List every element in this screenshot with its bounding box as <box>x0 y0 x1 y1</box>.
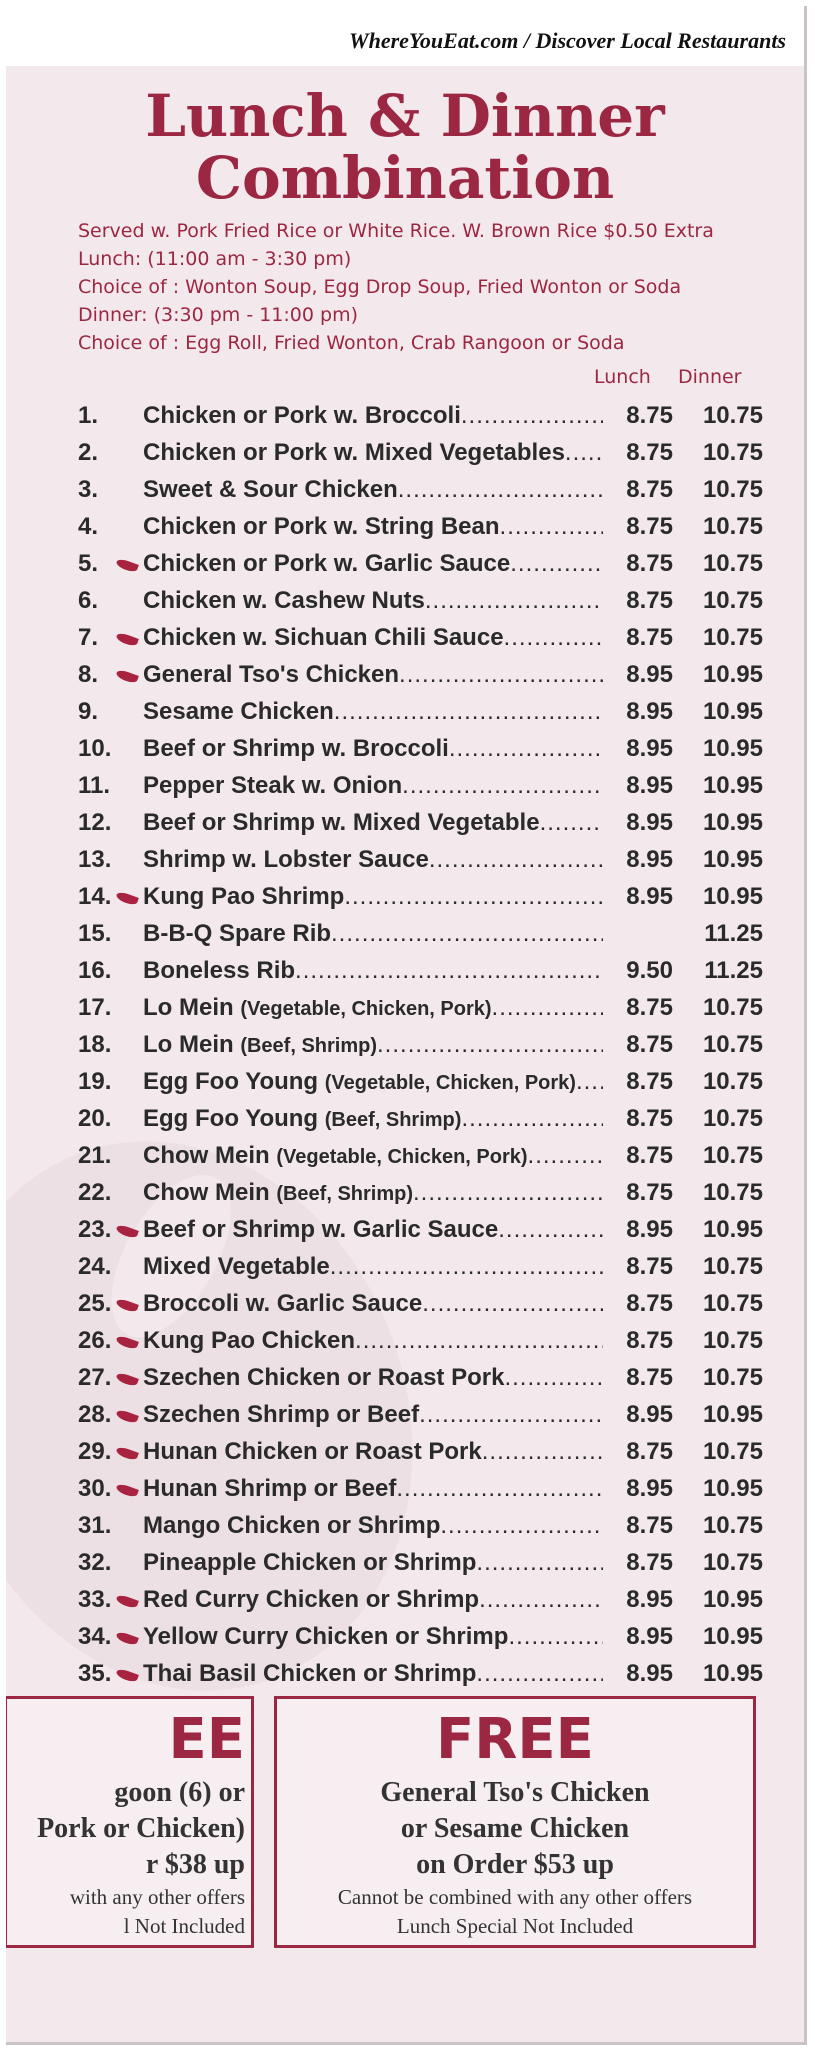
dinner-price: 10.75 <box>702 1549 763 1576</box>
coupon-left-line: goon (6) or <box>114 1777 245 1808</box>
menu-item-name: Yellow Curry Chicken or Shrimp <box>143 1623 509 1650</box>
menu-item-name-wrap <box>143 476 603 504</box>
menu-item-name: General Tso's Chicken <box>143 661 400 688</box>
menu-item-name: Shrimp w. Lobster Sauce <box>143 846 429 873</box>
menu-item-number: 3. <box>78 476 99 503</box>
menu-item <box>78 1179 763 1215</box>
site-title[interactable]: WhereYouEat.com / Discover Local Restaurants <box>349 28 786 53</box>
menu-item-name: Mixed Vegetable <box>143 1253 330 1280</box>
menu-item <box>78 1068 763 1104</box>
menu-item-number: 9. <box>78 698 99 725</box>
menu-item <box>78 1290 763 1326</box>
menu-item-name-wrap <box>143 587 603 615</box>
menu-item-name-wrap <box>143 550 603 578</box>
lunch-price: 8.95 <box>603 1623 673 1651</box>
coupon-right-heading: FREE <box>436 1707 594 1772</box>
menu-item <box>78 772 763 808</box>
menu-item-name: Chicken or Pork w. Mixed Vegetables <box>143 439 565 466</box>
menu-item-variant: (Vegetable, Chicken, Pork) <box>240 998 492 1020</box>
menu-item-number: 18. <box>78 1031 112 1058</box>
info-line: Dinner: (3:30 pm - 11:00 pm) <box>78 304 358 326</box>
dinner-price: 10.75 <box>702 550 763 577</box>
site-header <box>6 6 804 66</box>
dinner-price: 10.75 <box>702 1512 763 1539</box>
lunch-price: 8.75 <box>603 1031 673 1059</box>
dinner-price: 10.75 <box>702 402 763 429</box>
menu-item-name: Chicken or Pork w. String Bean <box>143 513 500 540</box>
dinner-price: 10.95 <box>702 1586 763 1613</box>
dinner-price: 10.95 <box>702 698 763 725</box>
menu-item-name-wrap <box>143 1475 603 1503</box>
menu-item <box>78 476 763 512</box>
dinner-price: 10.95 <box>702 883 763 910</box>
menu-item-name: Chicken w. Cashew Nuts <box>143 587 425 614</box>
menu-item-name-wrap <box>143 772 603 800</box>
lunch-price: 8.95 <box>603 661 673 689</box>
lunch-price: 8.75 <box>603 1179 673 1207</box>
dinner-price: 10.75 <box>702 1105 763 1132</box>
menu-item <box>78 957 763 993</box>
menu-item-number: 33. <box>78 1586 112 1613</box>
lunch-price: 8.95 <box>603 1586 673 1614</box>
menu-item-name: Lo Mein <box>143 994 234 1021</box>
menu-item-number: 23. <box>78 1216 112 1243</box>
menu-item-name: Egg Foo Young <box>143 1105 319 1132</box>
menu-item <box>78 1401 763 1437</box>
info-line: Lunch: (11:00 am - 3:30 pm) <box>78 248 352 270</box>
coupon-left-line: Pork or Chicken) <box>37 1813 245 1844</box>
menu-item-number: 28. <box>78 1401 112 1428</box>
menu-item <box>78 1031 763 1067</box>
menu-item-variant: (Beef, Shrimp) <box>240 1035 378 1057</box>
dinner-price: 10.75 <box>702 994 763 1021</box>
menu-item-name-wrap <box>143 624 603 652</box>
dinner-price: 10.75 <box>702 1327 763 1354</box>
lunch-price: 8.95 <box>603 809 673 837</box>
menu-item <box>78 1623 763 1659</box>
coupon-right-line: on Order $53 up <box>416 1849 614 1880</box>
menu-item-number: 21. <box>78 1142 112 1169</box>
menu-item-name-wrap <box>143 1660 603 1688</box>
menu-item-number: 13. <box>78 846 112 873</box>
menu-item-number: 22. <box>78 1179 112 1206</box>
menu-item-name: Kung Pao Chicken <box>143 1327 356 1354</box>
column-header-lunch: Lunch <box>594 366 651 388</box>
menu-item-number: 10. <box>78 735 112 762</box>
menu-item-name: Kung Pao Shrimp <box>143 883 345 910</box>
menu-item-number: 11. <box>78 772 111 799</box>
menu-item-name: Beef or Shrimp w. Garlic Sauce <box>143 1216 499 1243</box>
coupon-left-line: r $38 up <box>145 1849 245 1880</box>
lunch-price: 8.75 <box>603 476 673 504</box>
lunch-price: 8.75 <box>603 1512 673 1540</box>
lunch-price: 8.75 <box>603 994 673 1022</box>
menu-item-number: 25. <box>78 1290 112 1317</box>
menu-item-name-wrap <box>143 1142 603 1170</box>
menu-item-name: Mango Chicken or Shrimp <box>143 1512 441 1539</box>
lunch-price: 8.75 <box>603 1253 673 1281</box>
lunch-price: 8.75 <box>603 587 673 615</box>
menu-item-number: 16. <box>78 957 112 984</box>
menu-item <box>78 1660 763 1696</box>
dinner-price: 10.95 <box>702 1216 763 1243</box>
menu-item-number: 20. <box>78 1105 112 1132</box>
chili-pepper-icon <box>115 632 139 648</box>
chili-pepper-icon <box>115 558 139 574</box>
coupon-left-note: l Not Included <box>123 1914 245 1938</box>
lunch-price: 8.75 <box>603 550 673 578</box>
chili-pepper-icon <box>115 1409 139 1425</box>
lunch-price: 8.75 <box>603 1105 673 1133</box>
info-line: Choice of : Egg Roll, Fried Wonton, Crab Rangoon or Soda <box>78 332 625 354</box>
dinner-price: 10.75 <box>702 476 763 503</box>
menu-item-number: 6. <box>78 587 99 614</box>
menu-item-number: 35. <box>78 1660 112 1687</box>
menu-page <box>6 6 807 2045</box>
menu-item-number: 2. <box>78 439 99 466</box>
info-line: Served w. Pork Fried Rice or White Rice. W. Brown Rice $0.50 Extra <box>78 220 714 242</box>
dinner-price: 10.75 <box>702 1438 763 1465</box>
menu-item-variant: (Beef, Shrimp) <box>324 1109 462 1131</box>
menu-item-number: 4. <box>78 513 99 540</box>
dinner-price: 10.95 <box>702 1475 763 1502</box>
menu-item <box>78 1327 763 1363</box>
lunch-price: 8.95 <box>603 1216 673 1244</box>
menu-item-name: Chicken or Pork w. Garlic Sauce <box>143 550 511 577</box>
menu-item <box>78 1253 763 1289</box>
menu-item <box>78 1105 763 1141</box>
menu-item-variant: (Vegetable, Chicken, Pork) <box>276 1146 528 1168</box>
lunch-price: 8.75 <box>603 513 673 541</box>
menu-item-name: Chicken or Pork w. Broccoli <box>143 402 461 429</box>
coupon-right[interactable] <box>274 1696 756 1948</box>
menu-item-name: Hunan Shrimp or Beef <box>143 1475 397 1502</box>
menu-item-name-wrap <box>143 661 603 689</box>
menu-item <box>78 1216 763 1252</box>
menu-item-name-wrap <box>143 883 603 911</box>
menu-item-name-wrap <box>143 1216 603 1244</box>
dinner-price: 10.95 <box>702 846 763 873</box>
menu-item <box>78 439 763 475</box>
coupon-right-note: Cannot be combined with any other offers <box>337 1885 693 1909</box>
coupon-right-line: General Tso's Chicken <box>380 1777 650 1808</box>
menu-item-name: Chow Mein <box>143 1142 270 1169</box>
menu-item <box>78 624 763 660</box>
menu-item-number: 15. <box>78 920 112 947</box>
dinner-price: 10.75 <box>702 587 763 614</box>
menu-item-name-wrap <box>143 1068 603 1096</box>
menu-item-number: 30. <box>78 1475 112 1502</box>
menu-item-name: Beef or Shrimp w. Broccoli <box>143 735 449 762</box>
menu-item-name: Lo Mein <box>143 1031 234 1058</box>
dinner-price: 10.75 <box>702 1142 763 1169</box>
menu-item <box>78 402 763 438</box>
lunch-price: 8.95 <box>603 1475 673 1503</box>
menu-item-name: Egg Foo Young <box>143 1068 319 1095</box>
menu-item-name-wrap <box>143 1623 603 1651</box>
menu-item <box>78 846 763 882</box>
menu-item-number: 12. <box>78 809 112 836</box>
chili-pepper-icon <box>115 1631 139 1647</box>
menu-item <box>78 1364 763 1400</box>
lunch-price: 8.75 <box>603 402 673 430</box>
lunch-price: 8.75 <box>603 1327 673 1355</box>
chili-pepper-icon <box>115 1594 139 1610</box>
menu-item <box>78 513 763 549</box>
menu-item-name: Szechen Chicken or Roast Pork <box>143 1364 505 1391</box>
menu-item <box>78 883 763 919</box>
lunch-price: 8.95 <box>603 1401 673 1429</box>
menu-item-name-wrap <box>143 920 603 948</box>
dinner-price: 10.95 <box>702 1401 763 1428</box>
menu-item <box>78 1142 763 1178</box>
menu-item-name: Szechen Shrimp or Beef <box>143 1401 420 1428</box>
menu-item-name: Pepper Steak w. Onion <box>143 772 403 799</box>
info-line: Choice of : Wonton Soup, Egg Drop Soup, Fried Wonton or Soda <box>78 276 682 298</box>
menu-item <box>78 550 763 586</box>
menu-item-name: Red Curry Chicken or Shrimp <box>143 1586 480 1613</box>
coupon-left-heading: EE <box>168 1707 245 1772</box>
menu-item-name: Thai Basil Chicken or Shrimp <box>143 1660 477 1687</box>
lunch-price: 8.75 <box>603 439 673 467</box>
menu-item-number: 5. <box>78 550 99 577</box>
menu-item-name-wrap <box>143 1364 603 1392</box>
menu-item <box>78 735 763 771</box>
menu-item-number: 24. <box>78 1253 112 1280</box>
menu-item-number: 32. <box>78 1549 112 1576</box>
menu-item-name-wrap <box>143 1438 603 1466</box>
menu-item <box>78 587 763 623</box>
menu-item-number: 8. <box>78 661 99 688</box>
dinner-price: 10.75 <box>702 1068 763 1095</box>
lunch-price: 8.95 <box>603 735 673 763</box>
dinner-price: 10.95 <box>702 735 763 762</box>
chili-pepper-icon <box>115 1224 139 1240</box>
menu-item-name: Pineapple Chicken or Shrimp <box>143 1549 477 1576</box>
menu-title-line2: Combination <box>195 144 615 212</box>
menu-item-number: 26. <box>78 1327 112 1354</box>
lunch-price: 8.75 <box>603 1290 673 1318</box>
menu-item-name: Broccoli w. Garlic Sauce <box>143 1290 423 1317</box>
menu-item-name-wrap <box>143 1105 603 1133</box>
dinner-price: 11.25 <box>704 957 763 984</box>
lunch-price: 8.75 <box>603 1068 673 1096</box>
menu-item-name-wrap <box>143 698 603 726</box>
menu-item-number: 7. <box>78 624 99 651</box>
dinner-price: 10.75 <box>702 1364 763 1391</box>
chili-pepper-icon <box>115 1372 139 1388</box>
menu-item <box>78 920 763 956</box>
dinner-price: 10.75 <box>702 513 763 540</box>
dinner-price: 10.95 <box>702 772 763 799</box>
chili-pepper-icon <box>115 669 139 685</box>
menu-item-name: Sesame Chicken <box>143 698 334 725</box>
dinner-price: 10.95 <box>702 661 763 688</box>
menu-item-name-wrap <box>143 1512 603 1540</box>
lunch-price: 8.95 <box>603 846 673 874</box>
menu-item-number: 19. <box>78 1068 112 1095</box>
dinner-price: 10.75 <box>702 1179 763 1206</box>
menu-item-name-wrap <box>143 809 603 837</box>
menu-item-number: 14. <box>78 883 112 910</box>
menu-item-name-wrap <box>143 513 603 541</box>
menu-item-name-wrap <box>143 1401 603 1429</box>
menu-item-number: 1. <box>78 402 99 429</box>
menu-item-name: Chow Mein <box>143 1179 270 1206</box>
dinner-price: 10.75 <box>702 1290 763 1317</box>
menu-item-name: Boneless Rib <box>143 957 296 984</box>
coupon-left[interactable] <box>6 1696 254 1948</box>
column-header-dinner: Dinner <box>678 366 742 388</box>
menu-item-name: Beef or Shrimp w. Mixed Vegetable <box>143 809 540 836</box>
lunch-price: 8.75 <box>603 1142 673 1170</box>
menu-item-name-wrap <box>143 1586 603 1614</box>
coupon-right-line: or Sesame Chicken <box>400 1813 630 1844</box>
menu-item-name-wrap <box>143 957 603 985</box>
chili-pepper-icon <box>115 891 139 907</box>
menu-item-name: Hunan Chicken or Roast Pork <box>143 1438 482 1465</box>
menu-item <box>78 1438 763 1474</box>
lunch-price: 8.95 <box>603 1660 673 1688</box>
menu-item-variant: (Beef, Shrimp) <box>276 1183 414 1205</box>
menu-item-number: 34. <box>78 1623 112 1650</box>
dinner-price: 10.75 <box>702 624 763 651</box>
chili-pepper-icon <box>115 1335 139 1351</box>
menu-item-name: B-B-Q Spare Rib <box>143 920 332 947</box>
menu-item-name-wrap <box>143 439 603 467</box>
menu-item-name-wrap <box>143 994 603 1022</box>
menu-item-name-wrap <box>143 402 603 430</box>
menu-item <box>78 994 763 1030</box>
chili-pepper-icon <box>115 1446 139 1462</box>
dinner-price: 10.75 <box>702 439 763 466</box>
menu-item <box>78 809 763 845</box>
chili-pepper-icon <box>115 1668 139 1684</box>
menu-item-name-wrap <box>143 1549 603 1577</box>
menu-item <box>78 661 763 697</box>
chili-pepper-icon <box>115 1298 139 1314</box>
menu-item-name-wrap <box>143 735 603 763</box>
dinner-price: 10.75 <box>702 1031 763 1058</box>
menu-item-name-wrap <box>143 846 603 874</box>
menu-item-name-wrap <box>143 1179 603 1207</box>
menu-item-name: Chicken w. Sichuan Chili Sauce <box>143 624 504 651</box>
lunch-price: 8.75 <box>603 624 673 652</box>
dinner-price: 10.95 <box>702 1623 763 1650</box>
dinner-price: 10.95 <box>702 809 763 836</box>
menu-item-name-wrap <box>143 1253 603 1281</box>
lunch-price: 8.95 <box>603 772 673 800</box>
dinner-price: 10.75 <box>702 1253 763 1280</box>
dinner-price: 11.25 <box>704 920 763 947</box>
menu-item-number: 27. <box>78 1364 112 1391</box>
menu-item-name-wrap <box>143 1327 603 1355</box>
menu-title-line1: Lunch & Dinner <box>145 82 665 150</box>
menu-item-name-wrap <box>143 1290 603 1318</box>
dinner-price: 10.95 <box>702 1660 763 1687</box>
menu-item <box>78 1586 763 1622</box>
lunch-price: 8.75 <box>603 1364 673 1392</box>
coupon-left-note: with any other offers <box>69 1885 245 1909</box>
menu-item <box>78 1549 763 1585</box>
menu-item <box>78 698 763 734</box>
menu-item-name: Sweet & Sour Chicken <box>143 476 398 503</box>
menu-item-number: 31. <box>78 1512 112 1539</box>
menu-item-variant: (Vegetable, Chicken, Pork) <box>324 1072 576 1094</box>
lunch-price: 9.50 <box>603 957 673 985</box>
menu-item <box>78 1475 763 1511</box>
coupon-right-note: Lunch Special Not Included <box>396 1914 634 1938</box>
menu-item-name-wrap <box>143 1031 603 1059</box>
menu-item-number: 17. <box>78 994 112 1021</box>
lunch-price: 8.75 <box>603 1438 673 1466</box>
menu-item-number: 29. <box>78 1438 112 1465</box>
menu-item <box>78 1512 763 1548</box>
lunch-price: 8.95 <box>603 883 673 911</box>
chili-pepper-icon <box>115 1483 139 1499</box>
lunch-price: 8.75 <box>603 1549 673 1577</box>
lunch-price: 8.95 <box>603 698 673 726</box>
